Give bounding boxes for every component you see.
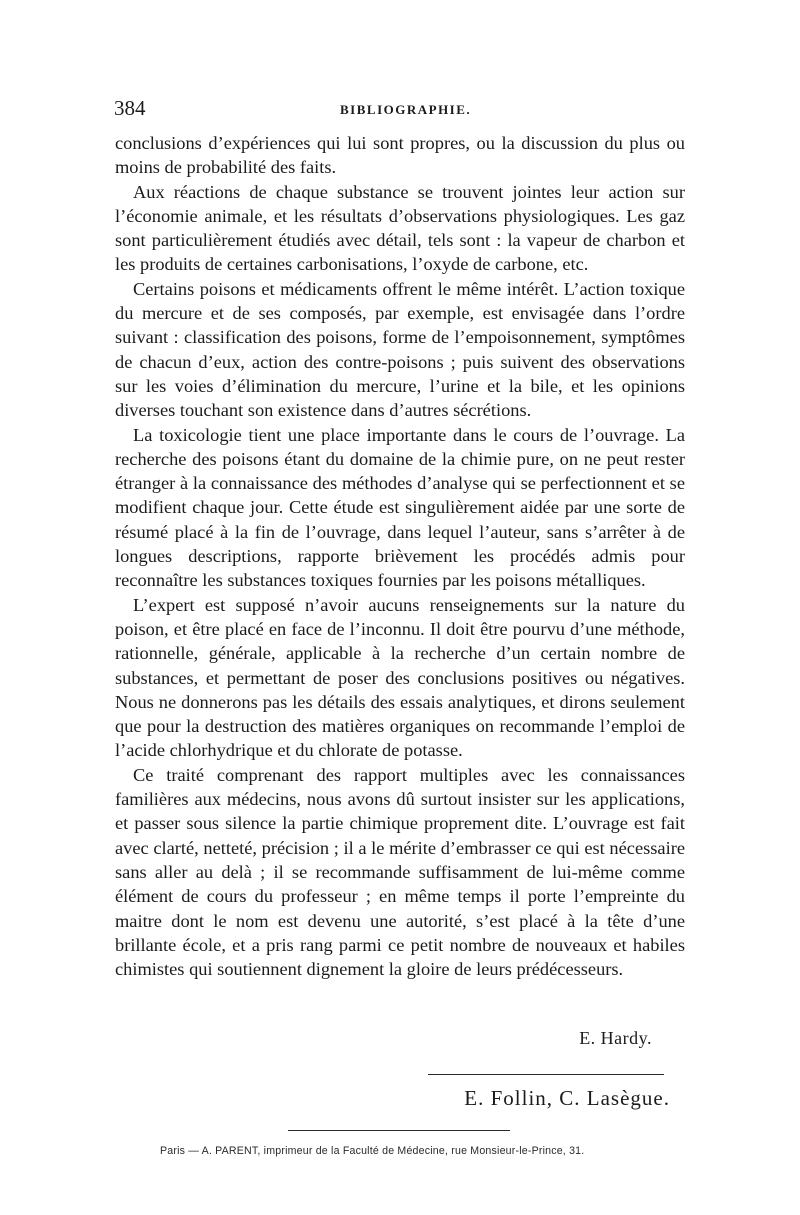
divider-rule [288, 1130, 510, 1131]
paragraph-poisons-mercury: Certains poisons et médicaments offrent le même intérêt. L’action toxique du mercure et de ses composés, par exemple, est envisagée dans l’ordre suivant : classification des poisons, forme de l’empoisonnement, symptômes de chacun d’eux, action des contre-poisons ; puis suivent des observations sur les voies d’élimination du mercure, l’urine et la bile, et les opinions diverses touchant son existence dans d’autres sécrétions. [115, 278, 685, 421]
divider-rule [428, 1074, 664, 1075]
running-head: BIBLIOGRAPHIE. [340, 102, 472, 117]
paragraph-toxicology: La toxicologie tient une place importante dans le cours de l’ouvrage. La recherche des poisons étant du domaine de la chimie pure, on ne peut rester étranger à la connaissance des méthodes d’analyse qui se perfectionnent et se modifient chaque jour. Cette étude est singulièrement aidée par une sorte de résumé placé à la fin de l’ouvrage, dans lequel l’auteur, sans s’arrêter à de longues descriptions, rapporte brièvement les procédés admis pour reconnaître les substances toxiques fournies par les poisons métalliques. [115, 424, 685, 591]
review-signature: E. Hardy. [579, 1028, 652, 1048]
page-number: 384 [114, 96, 146, 120]
printer-imprint: Paris — A. PARENT, imprimeur de la Faculté de Médecine, rue Monsieur-le-Prince, 31. [160, 1145, 585, 1157]
page-header [114, 96, 686, 126]
paragraph-expert: L’expert est supposé n’avoir aucuns renseignements sur la nature du poison, et être placé en face de l’inconnu. Il doit être pourvu d’une méthode, rationnelle, générale, applicable à la recherche d’un certain nombre de substances, et permettant de poser des conclusions positives ou négatives. Nous ne donnerons pas les détails des essais analytiques, et dirons seulement que pour la destruction des matières organiques on recommande l’emploi de l’acide chlorhydrique et du chlorate de potasse. [115, 594, 685, 761]
editors-signature: E. Follin, C. Lasègue. [464, 1086, 670, 1110]
review-body [115, 131, 685, 981]
paragraph-continuation: conclusions d’expériences qui lui sont propres, ou la discussion du plus ou moins de probabilité des faits. [115, 133, 685, 178]
paragraph-conclusion: Ce traité comprenant des rapport multiples avec les connaissances familières aux médecins, nous avons dû surtout insister sur les applications, et passer sous silence la partie chimique proprement dite. L’ouvrage est fait avec clarté, netteté, précision ; il a le mérite d’embrasser ce qui est nécessaire sans aller au delà ; il se recommande suffisamment de lui-même comme élément de cours du professeur ; en même temps il porte l’empreinte du maitre dont le nom est devenu une autorité, s’est placé à la tête d’une brillante école, et a pris rang parmi ce petit nombre de nouveaux et habiles chimistes qui soutiennent dignement la gloire de leurs prédécesseurs. [115, 764, 685, 980]
paragraph-reactions: Aux réactions de chaque substance se trouvent jointes leur action sur l’économie animale, et les résultats d’observations physiologiques. Les gaz sont particulièrement étudiés avec détail, tels sont : la vapeur de charbon et les produits de certaines carbonisations, l’oxyde de carbone, etc. [115, 181, 685, 275]
